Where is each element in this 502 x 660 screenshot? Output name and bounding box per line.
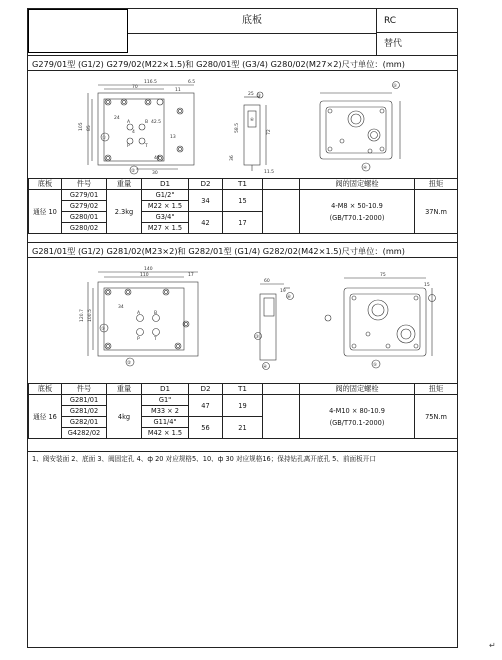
dim2-right-width: 75 [380,273,386,278]
th-blank [263,384,300,395]
d2-value: 42 [189,212,223,234]
header-blank-cell [128,33,377,55]
th-part: 件号 [62,384,107,395]
d1-value: G3/4" [142,212,189,223]
th-d2: D2 [189,179,223,190]
header-title: 底板 [128,9,377,34]
document-sheet [27,8,458,648]
dim2-side-h: 19 [280,289,286,294]
th-torque: 扭矩 [415,384,458,395]
port-B: B [145,120,149,125]
t1-value: 21 [223,417,263,439]
dim2-side-width: 60 [264,279,270,284]
dim2-height-inner: 100.5 [88,309,93,322]
d1-value: M42 × 1.5 [142,428,189,439]
dim-hole-offset: 11 [175,88,181,93]
front-view-outline-2 [98,282,198,356]
dim2-inner-width: 110 [140,273,149,278]
bolt-spec [300,190,415,234]
dim-height-inner: 85 [87,125,92,131]
section2-technical-drawing [28,258,457,383]
weight-value: 4kg [107,395,142,439]
d1-value: G1/2" [142,190,189,201]
th-torque: 扭矩 [415,179,458,190]
th-part: 件号 [62,179,107,190]
t1-value: 17 [223,212,263,234]
blank-cell [263,190,300,234]
table-row [29,395,458,406]
dim-side-width: 25 [248,92,254,97]
bolt-line-2: (GB/T70.1-2000) [329,418,385,427]
group-size: 通径 16 [29,395,62,439]
dim-inner-width: 70 [132,85,138,90]
header-code: RC [376,9,457,33]
torque-value: 75N.m [415,395,458,439]
logo-placeholder-box [28,9,128,53]
dim2-top-w2: 34 [118,305,124,310]
d1-value: M27 × 1.5 [142,223,189,234]
th-t1: T1 [223,179,263,190]
table1-header-row [29,179,458,190]
dim2-top-width: 140 [144,267,153,272]
callout-1: ① [102,136,107,141]
th-d1: D1 [142,384,189,395]
callout2-2: ② [127,361,132,366]
th-d2: D2 [189,384,223,395]
section1-drawing [28,71,457,178]
th-blank [263,179,300,190]
part-number: G280/01 [62,212,107,223]
part-number: G279/02 [62,201,107,212]
table2-header-row [29,384,458,395]
callout-6: ⑥ [250,118,255,123]
callout-2: ② [131,169,136,174]
dim-top-w3: 44 [154,156,160,161]
part-number: G281/01 [62,395,107,406]
th-d1: D1 [142,179,189,190]
th-bolt: 阀的固定螺栓 [300,179,415,190]
callout-4: ④ [363,166,368,171]
header-replace: 替代 [384,39,403,49]
th-t1: T1 [223,384,263,395]
dim-height-main: 105 [79,122,84,131]
port2-P: P [137,337,140,342]
front-view-outline [98,93,194,165]
dim-b: 4 [132,130,135,135]
callout2-5: ⑤ [373,363,378,368]
callout2-4: ④ [263,365,268,370]
dim-top-w2: 24 [114,116,120,121]
part-number: G279/01 [62,190,107,201]
dim2-c1: 17 [188,273,194,278]
dim-c1: 6.5 [188,80,196,85]
part-number: G280/02 [62,223,107,234]
t1-value: 19 [223,395,263,417]
d1-value: M22 × 1.5 [142,201,189,212]
bolt-line-1: 4-M10 × 80-10.9 [329,406,385,415]
d1-value: G1" [142,395,189,406]
th-bolt: 阀的固定螺栓 [300,384,415,395]
callout2-1: ① [101,327,106,332]
part-number: G281/02 [62,406,107,417]
dim-top-width: 116.5 [144,80,157,85]
group-size: 通径 10 [29,190,62,234]
blank-cell [263,395,300,439]
d2-value: 47 [189,395,223,417]
bolt-spec [300,395,415,439]
dim-side-h2: 58.5 [235,122,240,133]
dim2-height-main: 120.7 [80,309,85,322]
spec-table-1 [28,178,458,234]
d2-value: 56 [189,417,223,439]
port2-A: A [137,311,141,316]
spec-table-2 [28,383,458,439]
torque-value: 37N.m [415,190,458,234]
th-weight: 重量 [107,384,142,395]
dim-height-small: 42.5 [151,120,162,125]
dim-b2: 30 [152,171,158,176]
section2-title: G281/01型 (G1/2) G281/02(M23×2)和 G282/01型 (G1/4) G282/02(M42×1.5)尺寸单位：(mm) [28,242,457,258]
paragraph-return-mark: ↵ [489,641,496,650]
dim-a: 13 [170,135,176,140]
notes-line: 1、阀安装面 2、底面 3、阀固定孔 4、ф 20 对应规格5、10、ф 30 对应规格16；保持钻孔离开底孔 5、前面板开口 [28,451,457,465]
bolt-line-1: 4-M8 × 50-10.9 [331,201,383,210]
d1-value: M33 × 2 [142,406,189,417]
part-number: G4282/02 [62,428,107,439]
th-base: 底板 [29,179,62,190]
weight-value: 2.3kg [107,190,142,234]
th-weight: 重量 [107,179,142,190]
port-T: T [145,144,148,149]
dim-side-h4: 36 [230,155,235,161]
table-row [29,190,458,201]
d2-value: 34 [189,190,223,212]
port-A: A [127,120,131,125]
t1-value: 15 [223,190,263,212]
callout-5: ⑤ [393,84,398,89]
section2-drawing [28,258,457,383]
callout2-3: ③ [255,335,260,340]
section1-technical-drawing [28,71,457,178]
port-P: P [127,144,130,149]
part-number: G282/01 [62,417,107,428]
callout2-6: ⑥ [287,295,292,300]
d1-value: G11/4" [142,417,189,428]
dim-side-h1: 72 [267,129,272,135]
port2-T: T [154,337,157,342]
bolt-line-2: (GB/T70.1-2000) [329,213,385,222]
th-base: 底板 [29,384,62,395]
document-header [28,9,457,55]
section1-title: G279/01型 (G1/2) G279/02(M22×1.5)和 G280/01型 (G3/4) G280/02(M27×2)尺寸单位：(mm) [28,55,457,71]
port2-B: B [154,311,158,316]
dim2-right-h: 15 [424,283,430,288]
callout-3: ③ [257,94,262,99]
dim-side-h3: 11.5 [264,170,275,175]
